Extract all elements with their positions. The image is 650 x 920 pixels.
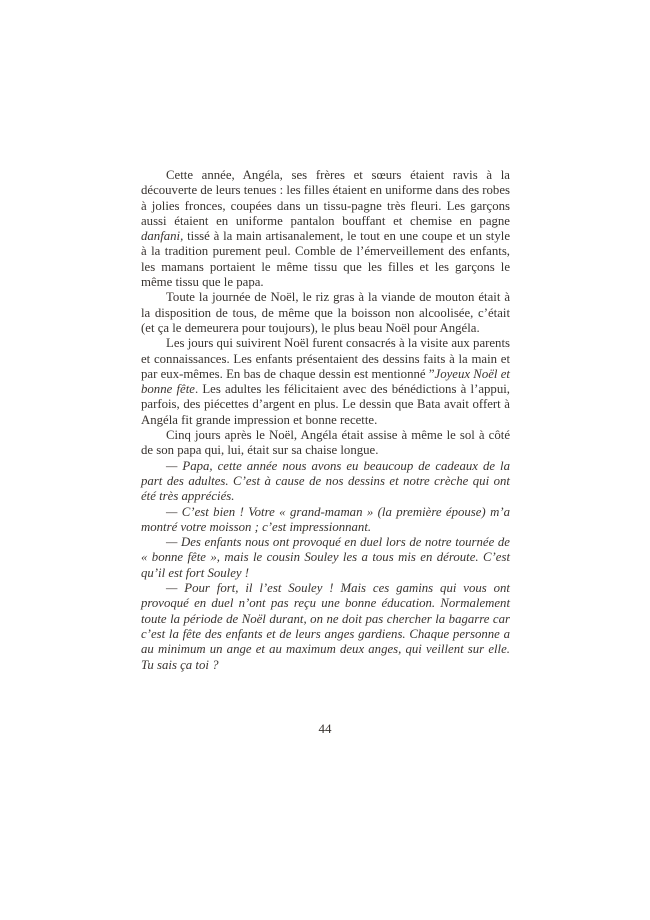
text-segment: Toute la journée de Noël, le riz gras à la viande de mouton était à la disposition de tous, de même que la boisson non alcoolisée, c’était (et ça le demeurera pour toujours), le plus beau Noël pour Angéla. bbox=[141, 290, 510, 335]
text-segment: — C’est bien ! Votre « grand-maman » (la première épouse) m’a montré votre moisson ; c’est impressionnant. bbox=[141, 504, 510, 534]
dialogue-paragraph-3 bbox=[141, 535, 510, 581]
dialogue-paragraph-4 bbox=[141, 581, 510, 673]
dialogue-paragraph-1 bbox=[141, 459, 510, 505]
text-segment: — Papa, cette année nous avons eu beaucoup de cadeaux de la part des adultes. C’est à cause de nos dessins et notre crèche qui ont été très appréciés. bbox=[141, 458, 510, 504]
italic-phrase-joyeux-noel: Joyeux Noël et bonne fête bbox=[141, 366, 510, 397]
paragraph-1 bbox=[141, 168, 510, 290]
dialogue-paragraph-2 bbox=[141, 505, 510, 536]
italic-term-danfani: danfani bbox=[141, 229, 181, 244]
paragraph-4 bbox=[141, 428, 510, 459]
text-segment: — Pour fort, il l’est Souley ! Mais ces gamins qui vous ont provoqué en duel n’ont pas reçu une bonne éducation. Normalement toute la période de Noël durant, on ne doit pas chercher la bagarre car c’est la fête des enfants et de leurs anges gardiens. Chaque personne a au minimum un ange et au maximum deux anges, qui veillent sur elle. Tu sais ça toi ? bbox=[141, 581, 510, 672]
paragraph-3 bbox=[141, 336, 510, 428]
page-number: 44 bbox=[318, 721, 332, 736]
text-block bbox=[141, 168, 510, 673]
text-segment: Cinq jours après le Noël, Angéla était assise à même le sol à côté de son papa qui, lui, était sur sa chaise longue. bbox=[141, 428, 510, 458]
paragraph-2 bbox=[141, 290, 510, 336]
text-segment: — Des enfants nous ont provoqué en duel lors de notre tournée de « bonne fête », mais le cousin Souley les a tous mis en déroute. C’est qu’il est fort Souley ! bbox=[141, 535, 510, 580]
text-segment: Cette année, Angéla, ses frères et sœurs étaient ravis à la découverte de leurs tenues : les filles étaient en uniforme dans des robes à jolies fronces, coupées dans un tissu-pagne très fleuri. Les garçons aussi étaient en uniforme pantalon bouffant et chemise en pagne bbox=[141, 168, 510, 228]
text-segment: , tissé à la main artisanalement, le tout en une coupe et un style à la tradition purement peul. Comble de l’émerveillement des enfants, les mamans portaient le même tissu que les filles et les garçons le même tissu que le papa. bbox=[141, 229, 510, 290]
text-segment: Les jours qui suivirent Noël furent consacrés à la visite aux parents et connaissances. Les enfants présentaient des dessins faits à la main et par eux-mêmes. En bas de chaque dessin est mentionné ” bbox=[141, 336, 510, 381]
text-segment: . Les adultes les félicitaient avec des bénédictions à l’appui, parfois, des piécettes d’argent en plus. Le dessin que Bata avait offert à Angéla fit grande impression et bonne recette. bbox=[141, 382, 510, 427]
